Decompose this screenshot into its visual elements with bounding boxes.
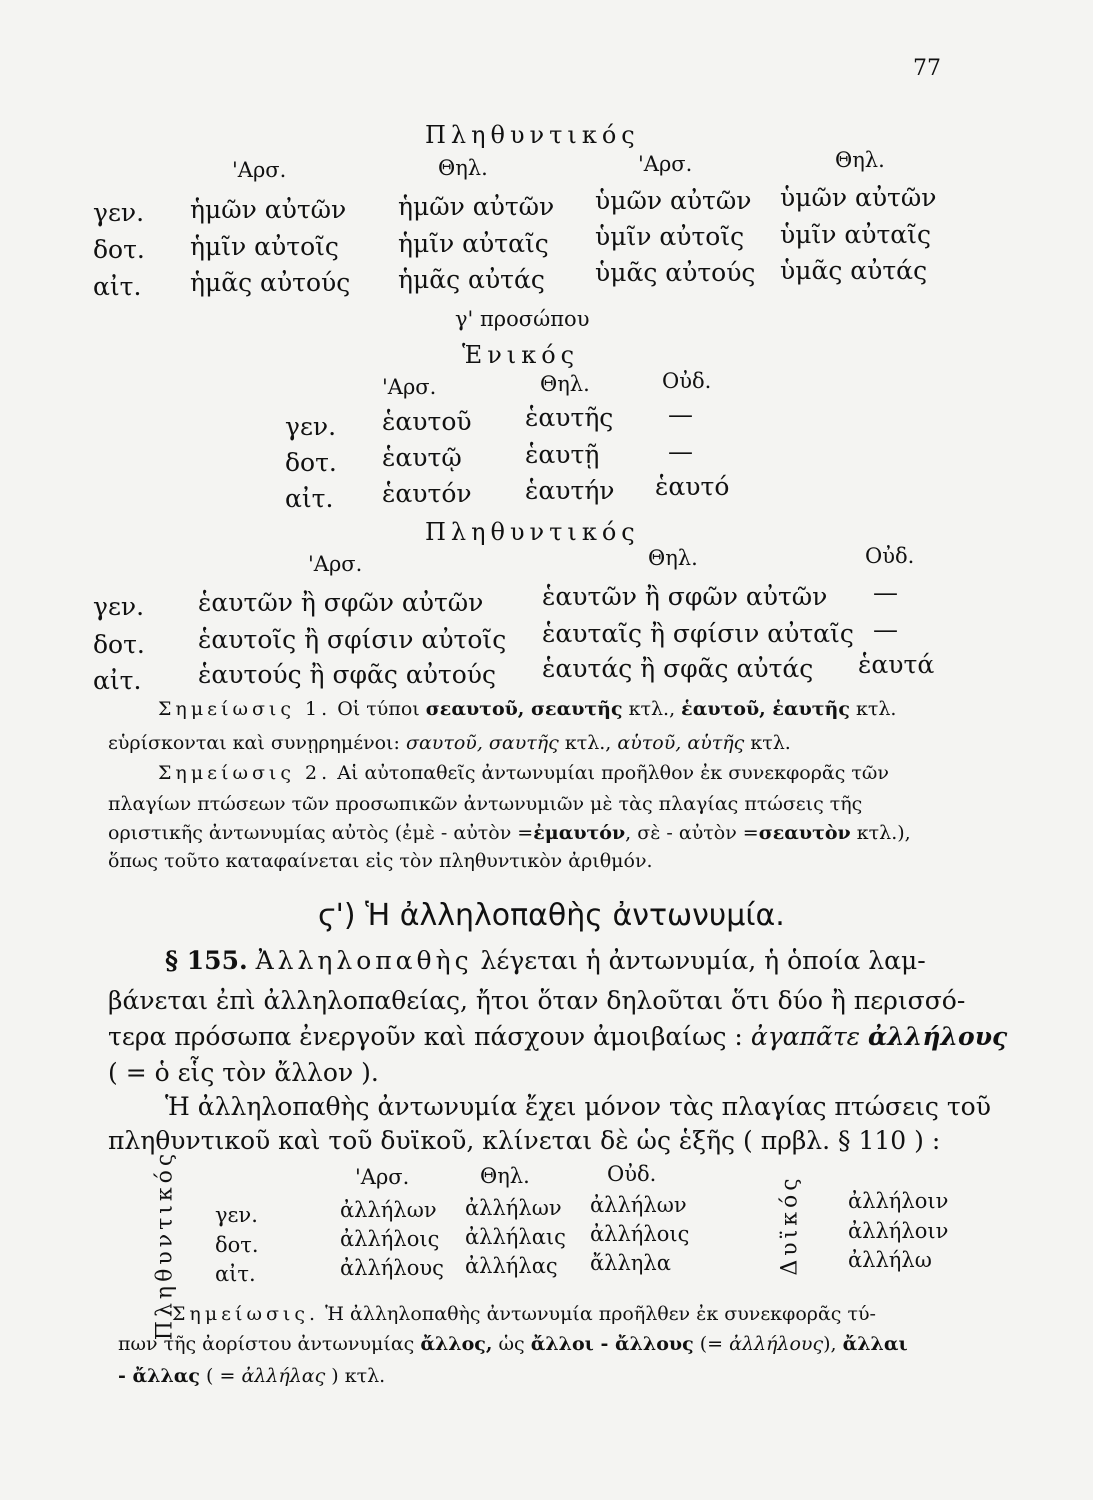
note1-line2: εὑρίσκονται καὶ συνῃρημένοι: σαυτοῦ, σαυτῆς κτλ., αὑτοῦ, αὑτῆς κτλ.	[108, 732, 791, 754]
table3-cell: ἑαυτῶν ἢ σφῶν αὐτῶν	[198, 588, 484, 617]
table2-cell: ἑαυτοῦ	[382, 407, 472, 436]
table3-case: αἰτ.	[93, 666, 142, 695]
table2-case: αἰτ.	[285, 484, 334, 513]
table1-cell: ὑμῖν αὐταῖς	[780, 220, 931, 249]
table4-cell: ἀλλήλων	[340, 1198, 437, 1222]
table4-cell: ἀλλήλους	[340, 1256, 444, 1280]
par155-line1: § 155. Ἀλληλοπαθὴς λέγεται ἡ ἀντωνυμία, ἡ ὁποία λαμ-	[165, 946, 926, 975]
section-title: ϛ') Ἡ ἀλληλοπαθὴς ἀντωνυμία.	[318, 898, 785, 933]
table1-heading: Πληθυντικός	[425, 121, 640, 149]
table1-col-head: Θηλ.	[835, 148, 885, 172]
table1-cell: ὑμᾶς αὐτάς	[780, 256, 928, 285]
note3-line3: - ἄλλας ( = ἀλλήλας ) κτλ.	[118, 1365, 386, 1387]
table2-col-head: 'Αρσ.	[382, 375, 437, 399]
table4-dual-cell: ἀλλήλοιν	[848, 1189, 949, 1213]
table4-cell: ἀλλήλαις	[465, 1225, 566, 1249]
table2-cell: —	[668, 400, 693, 429]
table4-cell: ἀλλήλοις	[340, 1227, 440, 1251]
table4-col-head: Θηλ.	[480, 1164, 530, 1188]
table4-case: αἰτ.	[215, 1262, 256, 1286]
table1-cell: ἡμῖν αὐταῖς	[398, 229, 549, 258]
table1-cell: ἡμῶν αὐτῶν	[398, 192, 555, 221]
table3-col-head: 'Αρσ.	[308, 552, 363, 576]
table2-cell: —	[668, 437, 693, 466]
table1-col-head: 'Αρσ.	[232, 158, 287, 182]
table3-cell: ἑαυτούς ἢ σφᾶς αὐτούς	[198, 660, 497, 689]
table2-cell: ἑαυτόν	[382, 479, 472, 508]
table2-col-head: Οὐδ.	[662, 369, 712, 393]
table1-col-head: 'Αρσ.	[638, 152, 693, 176]
table4-cell: ἀλλήλοις	[590, 1222, 690, 1246]
table2-cell: ἑαυτήν	[525, 476, 615, 505]
table2-cell: ἑαυτῇ	[525, 440, 600, 469]
table1-cell: ὑμᾶς αὐτούς	[595, 258, 756, 287]
table2-col-head: Θηλ.	[540, 372, 590, 396]
table1-cell: ἡμᾶς αὐτούς	[190, 268, 351, 297]
table3-case: δοτ.	[93, 630, 145, 659]
table1-cell: ὑμῖν αὐτοῖς	[595, 222, 745, 251]
table3-heading: Πληθυντικός	[425, 518, 640, 546]
note2-line3: οριστικῆς ἀντωνυμίας αὐτὸς (ἐμὲ - αὐτὸν =ἐμαυτόν, σὲ - αὐτὸν =σεαυτὸν κτλ.),	[108, 822, 911, 844]
table3-cell: —	[873, 578, 898, 607]
table1-cell: ἡμᾶς αὐτάς	[398, 265, 545, 294]
table2-cell: ἑαυτό	[655, 472, 730, 501]
table1-case: αἰτ.	[93, 272, 142, 301]
table2-case: γεν.	[285, 412, 337, 441]
par155-line2: βάνεται ἐπὶ ἀλληλοπαθείας, ἤτοι ὅταν δηλοῦται ὅτι δύο ἢ περισσό-	[108, 986, 966, 1015]
table1-cell: ὑμῶν αὐτῶν	[780, 183, 937, 212]
note1-line1: Σημείωσις 1. Οἱ τύποι σεαυτοῦ, σεαυτῆς κτλ., ἑαυτοῦ, ἑαυτῆς κτλ.	[158, 698, 897, 720]
par2-line1: Ἡ ἀλληλοπαθὴς ἀντωνυμία ἔχει μόνον τὰς πλαγίας πτώσεις τοῦ	[165, 1092, 991, 1121]
table4-cell: ἀλλήλας	[465, 1254, 558, 1278]
note1-label: Σημείωσις 1.	[158, 698, 332, 720]
table2-cell: ἑαυτῆς	[525, 403, 614, 432]
par155-number: § 155.	[165, 946, 248, 975]
table2-case: δοτ.	[285, 448, 337, 477]
par155-line4: ( = ὁ εἷς τὸν ἄλλον ).	[108, 1058, 379, 1087]
note3-label: Σημείωσις.	[172, 1303, 320, 1325]
table1-case: δοτ.	[93, 235, 145, 264]
note2-line1: Σημείωσις 2. Αἱ αὐτοπαθεῖς ἀντωνυμίαι προῆλθον ἐκ συνεκφορᾶς τῶν	[158, 762, 889, 784]
table1-cell: ἡμῶν αὐτῶν	[190, 195, 347, 224]
table3-cell: ἑαυταῖς ἢ σφίσιν αὐταῖς	[542, 619, 854, 648]
table3-col-head: Οὐδ.	[865, 544, 915, 568]
table1-case: γεν.	[93, 198, 145, 227]
table4-col-head: 'Αρσ.	[355, 1165, 410, 1189]
table4-cell: ἄλληλα	[590, 1251, 671, 1275]
table3-cell: —	[873, 615, 898, 644]
table2-person: γ' προσώπου	[455, 307, 590, 331]
table3-cell: ἑαυτά	[858, 650, 935, 679]
table2-cell: ἑαυτῷ	[382, 443, 462, 472]
table4-case: γεν.	[215, 1203, 258, 1227]
table3-cell: ἑαυτάς ἢ σφᾶς αὐτάς	[542, 654, 814, 683]
table1-cell: ἡμῖν αὐτοῖς	[190, 232, 339, 261]
par2-line2: πληθυντικοῦ καὶ τοῦ δυϊκοῦ, κλίνεται δὲ ὡς ἑξῆς ( πρβλ. § 110 ) :	[108, 1126, 941, 1155]
note3-line1: Σημείωσις. Ἡ ἀλληλοπαθὴς ἀντωνυμία προῆλθεν ἐκ συνεκφορᾶς τύ-	[172, 1303, 876, 1325]
vertical-dual-label: Δυϊκός	[777, 1174, 803, 1276]
table4-cell: ἀλλήλων	[465, 1196, 562, 1220]
vertical-plural-label: Πληθυντικός	[152, 1149, 178, 1341]
note2-label: Σημείωσις 2.	[158, 762, 332, 784]
table2-heading: Ἑνικός	[462, 341, 580, 369]
par155-line3: τερα πρόσωπα ἐνεργοῦν καὶ πάσχουν ἀμοιβαίως : ἀγαπᾶτε ἀλλήλους	[108, 1022, 1008, 1051]
par155-term: Ἀλληλοπαθὴς	[255, 946, 473, 975]
table4-case: δοτ.	[215, 1233, 259, 1257]
table4-cell: ἀλλήλων	[590, 1193, 687, 1217]
table3-col-head: Θηλ.	[648, 546, 698, 570]
table4-dual-cell: ἀλλήλω	[848, 1248, 932, 1272]
note2-line2: πλαγίων πτώσεων τῶν προσωπικῶν ἀντωνυμιῶν μὲ τὰς πλαγίας πτώσεις τῆς	[108, 793, 863, 815]
table3-cell: ἑαυτοῖς ἢ σφίσιν αὐτοῖς	[198, 625, 507, 654]
page-number: 77	[913, 56, 941, 81]
table3-cell: ἑαυτῶν ἢ σφῶν αὐτῶν	[542, 582, 828, 611]
note2-line4: ὅπως τοῦτο καταφαίνεται εἰς τὸν πληθυντικὸν ἀριθμόν.	[108, 850, 653, 872]
table4-col-head: Οὐδ.	[607, 1162, 657, 1186]
table4-dual-cell: ἀλλήλοιν	[848, 1219, 949, 1243]
table1-col-head: Θηλ.	[438, 156, 488, 180]
table3-case: γεν.	[93, 592, 145, 621]
table1-cell: ὑμῶν αὐτῶν	[595, 186, 752, 215]
note3-line2: πων τῆς ἀορίστου ἀντωνυμίας ἄλλος, ὡς ἄλλοι - ἄλλους (= ἀλλήλους), ἄλλαι	[118, 1333, 908, 1355]
